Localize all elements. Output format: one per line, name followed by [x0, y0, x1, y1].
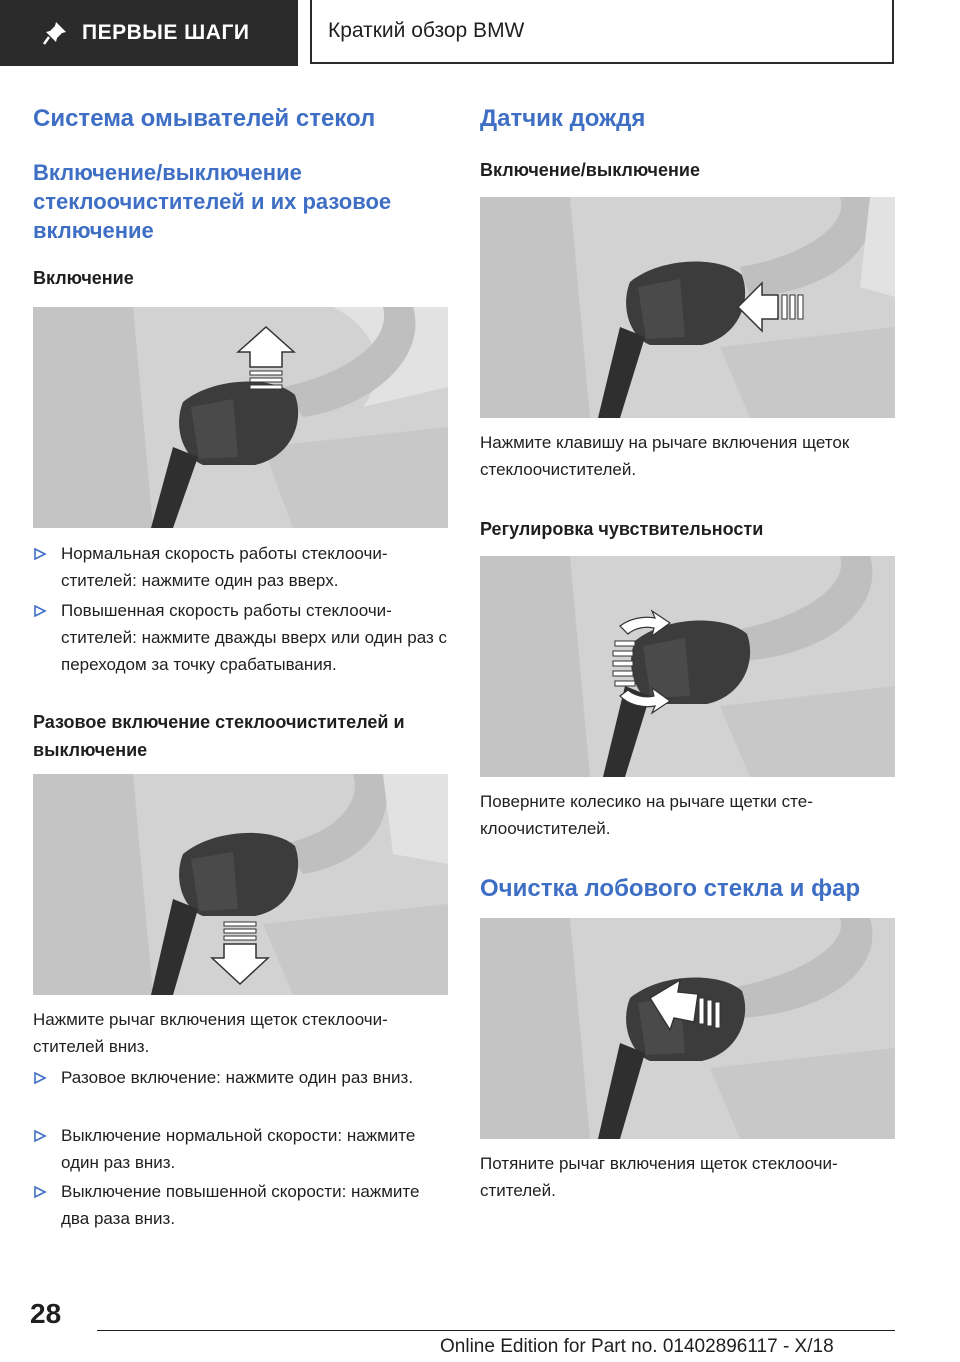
triangle-bullet-icon: [33, 1130, 47, 1142]
figure-rain-key: [480, 197, 895, 418]
section-subtitle: Включение/выключение стеклоочистителей и их разовое включение: [33, 160, 392, 243]
list-item: [33, 1064, 448, 1091]
section-tab-label: ПЕРВЫЕ ШАГИ: [82, 21, 250, 44]
wash-title: Очистка лобового стекла и фар: [480, 875, 861, 902]
para-down: Нажмите рычаг включения щеток стеклоочистителей вниз.: [33, 1010, 388, 1056]
page-title: Система омывателей стекол: [33, 105, 376, 132]
figure-pull-lever: [480, 918, 895, 1139]
para-pull: Потяните рычаг включения щеток стеклоочистителей.: [480, 1154, 838, 1200]
chapter-tab[interactable]: [310, 0, 894, 64]
triangle-bullet-icon: [33, 1072, 47, 1084]
subhead-rain-on: Включение/выключение: [480, 160, 700, 180]
footer-edition: Online Edition for Part no. 01402896117 - X/18: [440, 1336, 834, 1357]
bullet-text: Выключение нормальной скорости: нажмите один раз вниз.: [61, 1126, 416, 1172]
list-item: [33, 1178, 448, 1232]
footer-divider: [97, 1330, 895, 1331]
triangle-bullet-icon: [33, 1186, 47, 1198]
triangle-bullet-icon: [33, 605, 47, 617]
subhead-on: Включение: [33, 268, 134, 288]
bullet-text: Повышенная скорость работы стеклоочистителей: нажмите дважды вверх или один раз с переходом за точку срабатывания.: [61, 601, 447, 674]
bullet-text: Разовое включение: нажмите один раз вниз.: [61, 1068, 414, 1087]
subhead-single: Разовое включение стеклоочистителей и выключение: [33, 712, 405, 760]
figure-sensitivity-wheel: [480, 556, 895, 777]
chapter-tab-label: Краткий обзор BMW: [328, 19, 525, 42]
list-item: [33, 540, 448, 594]
header-tabs: [0, 0, 960, 66]
bullet-text: Нормальная скорость работы стеклоочистителей: нажмите один раз вверх.: [61, 544, 388, 590]
subhead-sensitivity: Регулировка чувствительности: [480, 519, 764, 539]
figure-lever-up: [33, 307, 448, 528]
triangle-bullet-icon: [33, 548, 47, 560]
bullet-text: Выключение повышенной скорости: нажмите два раза вниз.: [61, 1182, 420, 1228]
pin-icon: [42, 20, 68, 46]
list-item: [33, 1122, 448, 1176]
page-number: 28: [30, 1298, 62, 1329]
list-item: [33, 597, 448, 678]
section-tab[interactable]: [0, 0, 298, 66]
rain-sensor-title: Датчик дождя: [480, 105, 646, 132]
para-wheel: Поверните колесико на рычаге щетки стеклоочистителей.: [480, 792, 813, 838]
figure-lever-down: [33, 774, 448, 995]
para-key: Нажмите клавишу на рычаге включения щеток стеклоочистителей.: [480, 433, 850, 479]
